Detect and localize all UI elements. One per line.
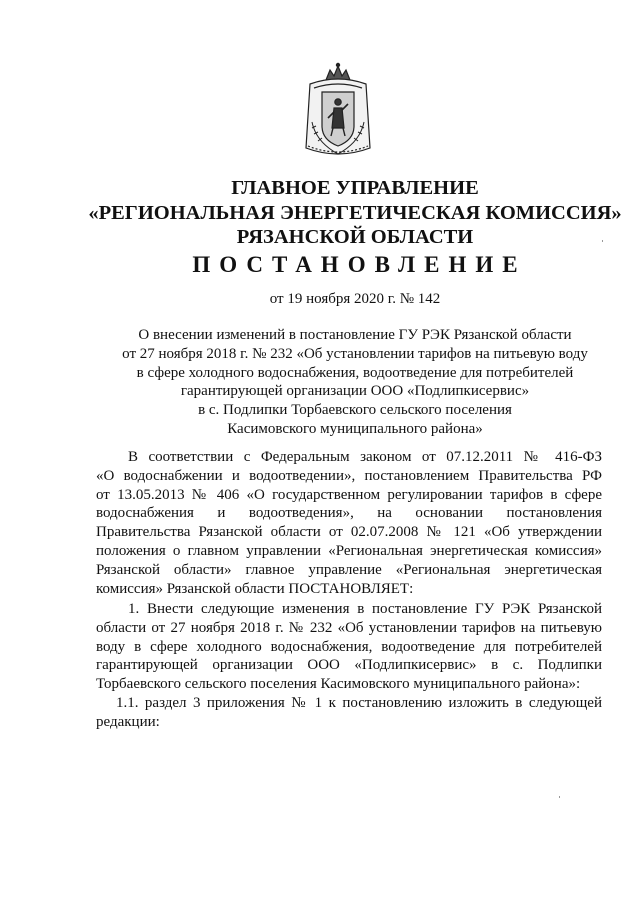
document-type-title: ПОСТАНОВЛЕНИЕ [192,252,527,277]
document-subject [60,326,640,439]
paragraph-line: от 13.05.2013 № 406 «О государственном регулировании тарифов в сфере [96,486,602,503]
subject-line: от 27 ноября 2018 г. № 232 «Об установлении тарифов на питьевую воду [122,345,588,362]
paragraph-line: В соответствии с Федеральным законом от 07.12.2011 № 416-ФЗ [128,449,602,465]
paragraph-line: воду в сфере холодного водоснабжения, водоотведение для потребителей [96,638,602,655]
document-date-number: от 19 ноября 2020 г. № 142 [269,291,441,307]
subject-line: в сфере холодного водоснабжения, водоотведение для потребителей [136,364,574,381]
paragraph-line: редакции: [96,713,160,730]
preamble-paragraph [96,448,602,598]
org-name-line-1: ГЛАВНОЕ УПРАВЛЕНИЕ [231,177,479,199]
coat-of-arms-icon [296,62,380,162]
paragraph-line: «О водоснабжении и водоотведении», постановлением Правительства РФ [96,467,602,484]
scan-speck [559,796,560,798]
paragraph-line: области от 27 ноября 2018 г. № 232 «Об установлении тарифов на питьевую [96,619,602,636]
org-name-line-2: «РЕГИОНАЛЬНАЯ ЭНЕРГЕТИЧЕСКАЯ КОМИССИЯ» [88,202,622,224]
paragraph-line: гарантирующей организации ООО «Подлипкисервис» в с. Подлипки [96,657,602,674]
paragraph-line: Рязанской области» главное управление «Региональная энергетическая [96,561,602,578]
paragraph-line: 1. Внести следующие изменения в постановление ГУ РЭК Рязанской [128,601,602,617]
subject-line: в с. Подлипки Торбаевского сельского поселения [198,402,512,419]
paragraph-line: Правительства Рязанской области от 02.07.2008 № 121 «Об утверждении [96,524,602,541]
subject-line: гарантирующей организации ООО «Подлипкисервис» [180,383,530,400]
paragraph-line: положения о главном управлении «Региональная энергетическая комиссия» [96,542,602,559]
subject-line: Касимовского муниципального района» [227,420,483,437]
item-1-1-paragraph [96,694,602,732]
scan-speck [602,240,603,242]
paragraph-line: Торбаевского сельского поселения Касимовского муниципального района»: [96,676,581,693]
org-name-line-3: РЯЗАНСКОЙ ОБЛАСТИ [236,226,474,248]
paragraph-line: комиссия» Рязанской области ПОСТАНОВЛЯЕТ: [96,580,414,597]
item-1-paragraph [96,600,602,694]
paragraph-line: 1.1. раздел 3 приложения № 1 к постановлению изложить в следующей [116,695,602,711]
subject-line: О внесении изменений в постановление ГУ РЭК Рязанской области [138,327,572,343]
paragraph-line: водоснабжения и водоотведения», на основании постановления [96,505,602,522]
